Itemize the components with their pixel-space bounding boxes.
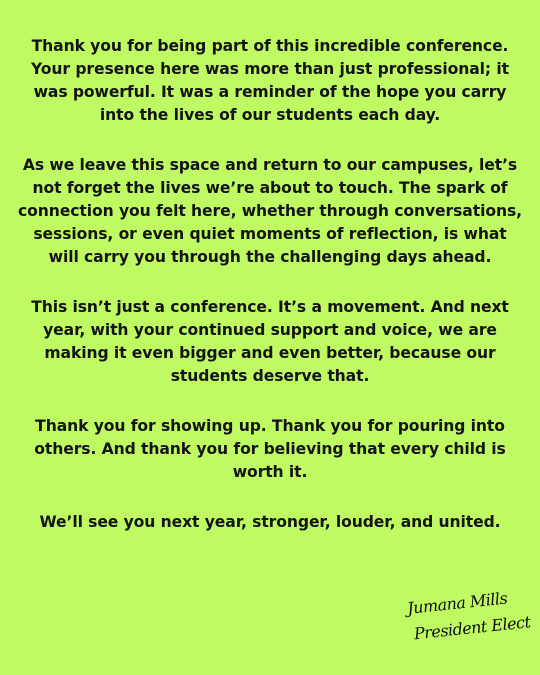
signature-name: Jumana Mills [406, 588, 509, 618]
paragraph-movement: This isn’t just a conference. It’s a movement. And next year, with your continued support and voice, we are making it even bigger and even better, because our students deserve that. [31, 298, 509, 385]
paragraph-gratitude: Thank you for showing up. Thank you for pouring into others. And thank you for believing that every child is worth it. [34, 417, 506, 481]
paragraph-campuses: As we leave this space and return to our campuses, let’s not forget the lives we’re about to touch. The spark of connection you felt here, whether through conversations, sessions, or even quiet moments of reflection, is what will carry you through the challenging days ahead. [18, 156, 522, 266]
signature-title: President Elect [413, 612, 532, 644]
letter-body [0, 35, 540, 561]
paragraph-closing: We’ll see you next year, stronger, louder, and united. [39, 513, 501, 531]
paragraph-thanks: Thank you for being part of this incredible conference. Your presence here was more than just professional; it was powerful. It was a reminder of the hope you carry into the lives of our students each day. [31, 37, 509, 124]
handwritten-signature [406, 584, 532, 667]
